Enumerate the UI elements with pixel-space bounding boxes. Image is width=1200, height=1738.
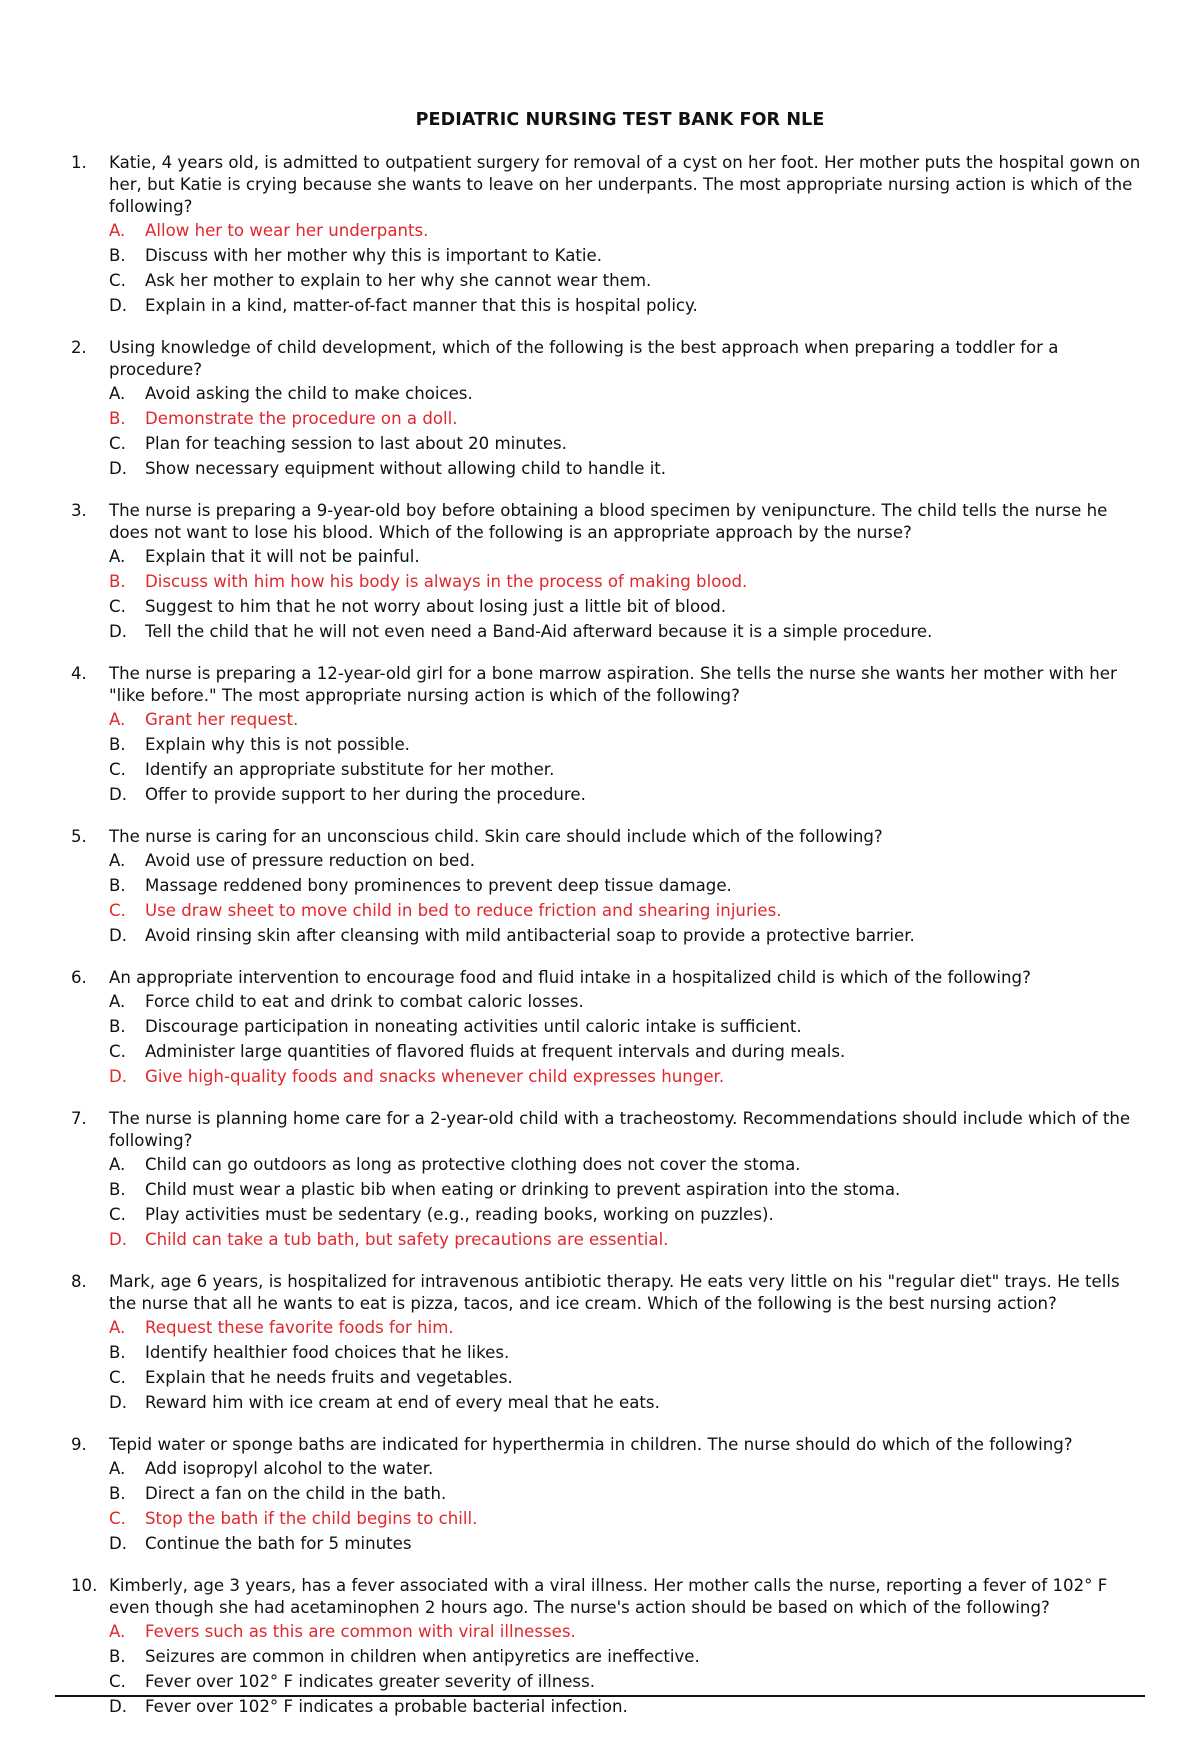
option-letter: B. (109, 1484, 126, 1503)
answer-option-correct (0, 569, 1200, 594)
option-text: Stop the bath if the child begins to chill. (145, 1509, 478, 1528)
answer-option-correct (0, 1315, 1200, 1340)
option-letter: D. (109, 785, 128, 804)
question-text: Tepid water or sponge baths are indicated for hyperthermia in children. The nurse should do which of the following? (109, 1435, 1073, 1454)
option-text: Seizures are common in children when antipyretics are ineffective. (145, 1647, 700, 1666)
question-list (0, 152, 1200, 1738)
option-text: Massage reddened bony prominences to prevent deep tissue damage. (145, 876, 732, 895)
answer-option (0, 1456, 1200, 1481)
option-text: Identify an appropriate substitute for her mother. (145, 760, 555, 779)
question-text: Kimberly, age 3 years, has a fever associated with a viral illness. Her mother calls the nurse, reporting a fever of 102° F even though she had acetaminophen 2 hours ago. The nurse's action should be based on which of the following? (109, 1576, 1108, 1617)
option-text: Plan for teaching session to last about 20 minutes. (145, 434, 567, 453)
option-text: Grant her request. (145, 710, 299, 729)
answer-option-correct (0, 1506, 1200, 1531)
answer-option (0, 732, 1200, 757)
option-letter: A. (109, 851, 126, 870)
option-text: Offer to provide support to her during the procedure. (145, 785, 586, 804)
option-text: Show necessary equipment without allowing child to handle it. (145, 459, 667, 478)
option-text: Suggest to him that he not worry about losing just a little bit of blood. (145, 597, 727, 616)
option-letter: A. (109, 547, 126, 566)
option-letter: C. (109, 434, 126, 453)
question-item (0, 967, 1200, 1089)
answer-option (0, 1365, 1200, 1390)
answer-option (0, 1669, 1200, 1694)
answer-option (0, 243, 1200, 268)
option-text: Tell the child that he will not even need a Band-Aid afterward because it is a simple procedure. (145, 622, 933, 641)
question-text: Using knowledge of child development, which of the following is the best approach when preparing a toddler for a procedure? (109, 338, 1059, 379)
option-text: Reward him with ice cream at end of every meal that he eats. (145, 1393, 660, 1412)
option-letter: A. (109, 221, 126, 240)
option-text: Continue the bath for 5 minutes (145, 1534, 412, 1553)
option-text: Explain that it will not be painful. (145, 547, 420, 566)
answer-options (0, 218, 1200, 318)
answer-options (0, 707, 1200, 807)
question-number: 8. (71, 1272, 87, 1291)
option-text: Direct a fan on the child in the bath. (145, 1484, 447, 1503)
answer-option (0, 1340, 1200, 1365)
question-number: 4. (71, 664, 87, 683)
question-number: 3. (71, 501, 87, 520)
option-text: Avoid use of pressure reduction on bed. (145, 851, 476, 870)
option-text: Fevers such as this are common with viral illnesses. (145, 1622, 576, 1641)
answer-option (0, 1152, 1200, 1177)
answer-option (0, 873, 1200, 898)
option-letter: D. (109, 1393, 128, 1412)
option-letter: D. (109, 1534, 128, 1553)
option-letter: B. (109, 572, 126, 591)
answer-option (0, 1694, 1200, 1719)
option-text: Child can take a tub bath, but safety precautions are essential. (145, 1230, 669, 1249)
answer-options (0, 1315, 1200, 1415)
option-letter: A. (109, 992, 126, 1011)
question-text: The nurse is planning home care for a 2-year-old child with a tracheostomy. Recommendations should include which of the following? (109, 1109, 1131, 1150)
option-text: Add isopropyl alcohol to the water. (145, 1459, 434, 1478)
question-text: Katie, 4 years old, is admitted to outpatient surgery for removal of a cyst on her foot. Her mother puts the hospital gown on her, but Katie is crying because she wants to leave on her underpants. The most appropriate nursing action is which of the following? (109, 153, 1141, 216)
option-letter: C. (109, 597, 126, 616)
answer-option (0, 268, 1200, 293)
option-letter: D. (109, 926, 128, 945)
answer-option (0, 381, 1200, 406)
option-letter: C. (109, 1205, 126, 1224)
option-text: Discuss with him how his body is always in the process of making blood. (145, 572, 748, 591)
option-letter: B. (109, 246, 126, 265)
question-text: Mark, age 6 years, is hospitalized for intravenous antibiotic therapy. He eats very little on his "regular diet" trays. He tells the nurse that all he wants to eat is pizza, tacos, and ice cream. Which of the following is the best nursing action? (109, 1272, 1120, 1313)
option-letter: D. (109, 622, 128, 641)
answer-option (0, 1531, 1200, 1556)
question-number: 6. (71, 968, 87, 987)
option-letter: C. (109, 271, 126, 290)
answer-option (0, 1039, 1200, 1064)
answer-option (0, 782, 1200, 807)
answer-option (0, 456, 1200, 481)
question-text: The nurse is caring for an unconscious child. Skin care should include which of the following? (109, 827, 883, 846)
option-letter: A. (109, 1318, 126, 1337)
question-item (0, 500, 1200, 644)
question-number: 5. (71, 827, 87, 846)
option-text: Demonstrate the procedure on a doll. (145, 409, 458, 428)
answer-options (0, 989, 1200, 1089)
question-item (0, 152, 1200, 318)
answer-option (0, 1390, 1200, 1415)
option-letter: A. (109, 710, 126, 729)
answer-options (0, 1456, 1200, 1556)
option-letter: D. (109, 459, 128, 478)
option-text: Avoid rinsing skin after cleansing with mild antibacterial soap to provide a protective barrier. (145, 926, 915, 945)
option-letter: A. (109, 1155, 126, 1174)
option-text: Force child to eat and drink to combat caloric losses. (145, 992, 584, 1011)
option-text: Explain in a kind, matter-of-fact manner that this is hospital policy. (145, 296, 698, 315)
option-letter: D. (109, 296, 128, 315)
question-text: The nurse is preparing a 12-year-old girl for a bone marrow aspiration. She tells the nurse she wants her mother with her "like before." The most appropriate nursing action is which of the following? (109, 664, 1117, 705)
option-letter: B. (109, 1180, 126, 1199)
answer-options (0, 1152, 1200, 1252)
question-number: 1. (71, 153, 87, 172)
answer-option-correct (0, 898, 1200, 923)
question-number: 9. (71, 1435, 87, 1454)
question-item (0, 1271, 1200, 1415)
option-letter: C. (109, 901, 126, 920)
question-text: An appropriate intervention to encourage food and fluid intake in a hospitalized child is which of the following? (109, 968, 1031, 987)
question-number: 2. (71, 338, 87, 357)
option-text: Discourage participation in noneating activities until caloric intake is sufficient. (145, 1017, 802, 1036)
page-bottom-rule (55, 1695, 1145, 1697)
option-text: Child can go outdoors as long as protective clothing does not cover the stoma. (145, 1155, 801, 1174)
option-letter: B. (109, 876, 126, 895)
option-letter: B. (109, 1647, 126, 1666)
option-letter: B. (109, 409, 126, 428)
answer-option (0, 1481, 1200, 1506)
answer-options (0, 848, 1200, 948)
answer-option (0, 619, 1200, 644)
option-text: Give high-quality foods and snacks whenever child expresses hunger. (145, 1067, 725, 1086)
option-letter: C. (109, 760, 126, 779)
option-text: Allow her to wear her underpants. (145, 221, 429, 240)
option-letter: D. (109, 1067, 128, 1086)
question-item (0, 1575, 1200, 1719)
option-text: Discuss with her mother why this is important to Katie. (145, 246, 603, 265)
question-item (0, 663, 1200, 807)
answer-option-correct (0, 1619, 1200, 1644)
answer-option-correct (0, 1064, 1200, 1089)
answer-option (0, 1177, 1200, 1202)
answer-option (0, 923, 1200, 948)
option-letter: A. (109, 1622, 126, 1641)
option-text: Identify healthier food choices that he likes. (145, 1343, 510, 1362)
option-letter: C. (109, 1672, 126, 1691)
option-letter: A. (109, 384, 126, 403)
question-item (0, 826, 1200, 948)
answer-option (0, 989, 1200, 1014)
question-item (0, 1434, 1200, 1556)
answer-option (0, 1202, 1200, 1227)
answer-option-correct (0, 1227, 1200, 1252)
option-text: Explain that he needs fruits and vegetables. (145, 1368, 513, 1387)
answer-option (0, 757, 1200, 782)
option-letter: C. (109, 1042, 126, 1061)
answer-options (0, 1619, 1200, 1719)
option-letter: C. (109, 1368, 126, 1387)
answer-option (0, 431, 1200, 456)
option-text: Explain why this is not possible. (145, 735, 410, 754)
option-letter: B. (109, 1017, 126, 1036)
answer-options (0, 544, 1200, 644)
option-text: Avoid asking the child to make choices. (145, 384, 473, 403)
option-text: Play activities must be sedentary (e.g., reading books, working on puzzles). (145, 1205, 774, 1224)
option-text: Use draw sheet to move child in bed to reduce friction and shearing injuries. (145, 901, 782, 920)
option-text: Child must wear a plastic bib when eating or drinking to prevent aspiration into the stoma. (145, 1180, 901, 1199)
question-text: The nurse is preparing a 9-year-old boy before obtaining a blood specimen by venipuncture. The child tells the nurse he does not want to lose his blood. Which of the following is an appropriate approach by the nurse? (109, 501, 1108, 542)
answer-option-correct (0, 406, 1200, 431)
answer-option-correct (0, 707, 1200, 732)
option-letter: B. (109, 1343, 126, 1362)
answer-option-correct (0, 218, 1200, 243)
option-letter: B. (109, 735, 126, 754)
option-text: Fever over 102° F indicates greater severity of illness. (145, 1672, 595, 1691)
question-item (0, 337, 1200, 481)
question-number: 10. (71, 1576, 98, 1595)
answer-option (0, 848, 1200, 873)
option-letter: D. (109, 1697, 128, 1716)
page-title: PEDIATRIC NURSING TEST BANK FOR NLE (415, 110, 825, 130)
option-text: Ask her mother to explain to her why she cannot wear them. (145, 271, 652, 290)
option-letter: A. (109, 1459, 126, 1478)
answer-option (0, 1014, 1200, 1039)
answer-option (0, 1644, 1200, 1669)
answer-option (0, 594, 1200, 619)
option-text: Request these favorite foods for him. (145, 1318, 454, 1337)
question-number: 7. (71, 1109, 87, 1128)
option-text: Fever over 102° F indicates a probable bacterial infection. (145, 1697, 628, 1716)
option-letter: C. (109, 1509, 126, 1528)
answer-options (0, 381, 1200, 481)
option-letter: D. (109, 1230, 128, 1249)
answer-option (0, 293, 1200, 318)
question-item (0, 1108, 1200, 1252)
option-text: Administer large quantities of flavored fluids at frequent intervals and during meals. (145, 1042, 846, 1061)
answer-option (0, 544, 1200, 569)
